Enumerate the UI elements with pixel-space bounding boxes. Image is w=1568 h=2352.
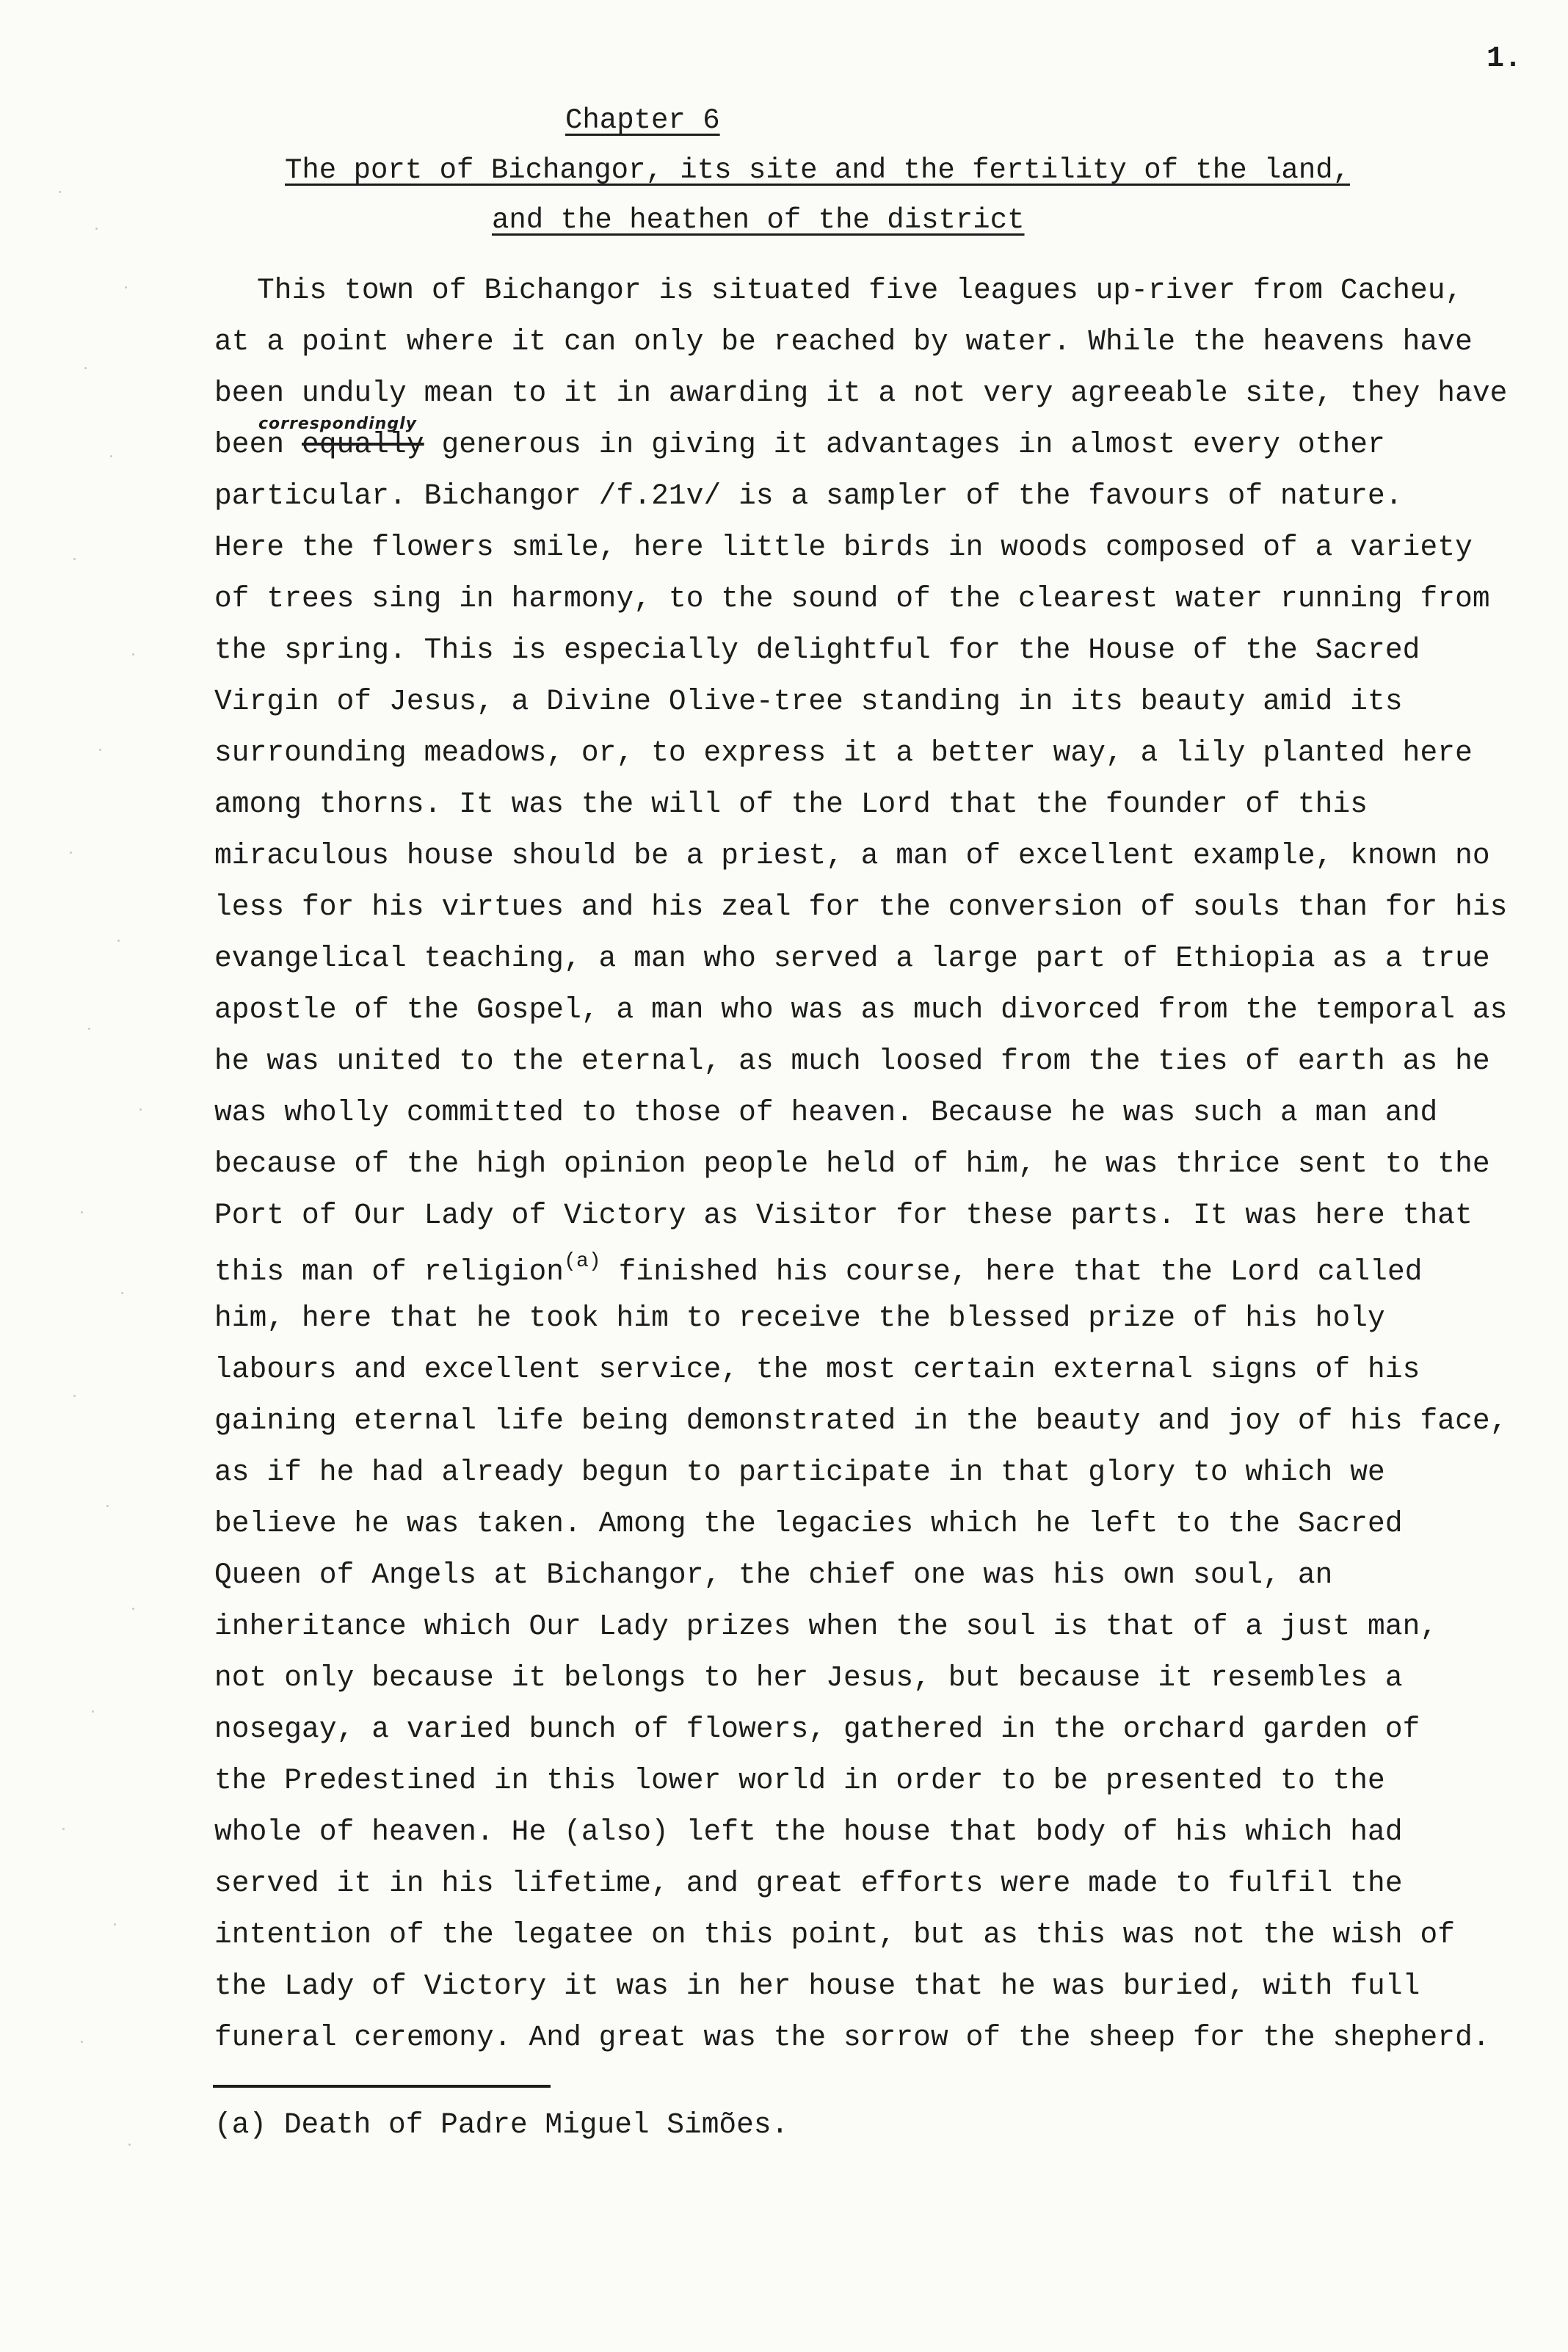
body-line-19: Port of Our Lady of Victory as Visitor for these parts. It was here that [214,1199,1473,1232]
body-line-33: intention of the legatee on this point, but as this was not the wish of [214,1918,1456,1951]
body-line-24: as if he had already begun to participate in that glory to which we [214,1456,1385,1489]
body-line-25: believe he was taken. Among the legacies which he left to the Sacred [214,1507,1403,1540]
body-line-32: served it in his lifetime, and great efforts were made to fulfil the [214,1867,1403,1900]
body-line-23: gaining eternal life being demonstrated in the beauty and joy of his face, [214,1404,1508,1437]
body-line-27: inheritance which Our Lady prizes when the soul is that of a just man, [214,1610,1438,1643]
body-line-4 [214,428,1385,461]
footnote-marker: (a) [564,1250,601,1273]
body-line-18: because of the high opinion people held of him, he was thrice sent to the [214,1147,1490,1180]
body-line-31: whole of heaven. He (also) left the house that body of his which had [214,1815,1403,1848]
body-line-5: particular. Bichangor /f.21v/ is a sampler of the favours of nature. [214,479,1403,512]
body-line-16: he was united to the eternal, as much loosed from the ties of earth as he [214,1045,1490,1078]
body-line-9: Virgin of Jesus, a Divine Olive-tree standing in its beauty amid its [214,685,1403,718]
footnote-divider [213,2085,551,2088]
body-line-20 [214,1250,1423,1288]
body-line-20-prefix: this man of religion [214,1255,565,1288]
body-line-7: of trees sing in harmony, to the sound of the clearest water running from [214,582,1490,615]
body-line-6: Here the flowers smile, here little birds in woods composed of a variety [214,531,1473,564]
struck-out-word: equally [302,428,424,461]
chapter-heading: Chapter 6 [565,104,720,137]
body-line-4-prefix: been [214,428,302,461]
body-line-14: evangelical teaching, a man who served a large part of Ethiopia as a true [214,942,1490,975]
body-line-22: labours and excellent service, the most certain external signs of his [214,1353,1420,1386]
body-line-10: surrounding meadows, or, to express it a better way, a lily planted here [214,736,1473,769]
chapter-title-line-2: and the heathen of the district [492,204,1025,236]
body-line-3: been unduly mean to it in awarding it a not very agreeable site, they have [214,377,1508,410]
body-line-21: him, here that he took him to receive the blessed prize of his holy [214,1302,1385,1335]
footnote: (a) Death of Padre Miguel Simões. [214,2108,789,2141]
handwritten-correction: correspondingly [258,415,417,433]
body-line-13: less for his virtues and his zeal for the conversion of souls than for his [214,890,1508,923]
margin-scan-specks [29,147,176,2202]
chapter-title-line-1: The port of Bichangor, its site and the fertility of the land, [285,154,1351,186]
body-line-4-suffix: generous in giving it advantages in almost every other [424,428,1385,461]
body-line-20-suffix: finished his course, here that the Lord called [600,1255,1423,1288]
body-line-30: the Predestined in this lower world in order to be presented to the [214,1764,1385,1797]
body-line-11: among thorns. It was the will of the Lord that the founder of this [214,788,1368,821]
body-line-15: apostle of the Gospel, a man who was as much divorced from the temporal as [214,993,1508,1026]
body-line-17: was wholly committed to those of heaven. Because he was such a man and [214,1096,1438,1129]
body-line-26: Queen of Angels at Bichangor, the chief one was his own soul, an [214,1558,1333,1591]
body-line-2: at a point where it can only be reached by water. While the heavens have [214,325,1473,358]
body-line-1: This town of Bichangor is situated five leagues up-river from Cacheu, [257,274,1463,307]
body-line-8: the spring. This is especially delightful for the House of the Sacred [214,634,1420,667]
body-line-34: the Lady of Victory it was in her house that he was buried, with full [214,1970,1420,2003]
body-line-28: not only because it belongs to her Jesus, but because it resembles a [214,1661,1403,1694]
body-line-29: nosegay, a varied bunch of flowers, gathered in the orchard garden of [214,1713,1420,1746]
body-line-35: funeral ceremony. And great was the sorrow of the sheep for the shepherd. [214,2021,1490,2054]
page-number: 1. [1487,43,1522,76]
body-line-12: miraculous house should be a priest, a man of excellent example, known no [214,839,1490,872]
